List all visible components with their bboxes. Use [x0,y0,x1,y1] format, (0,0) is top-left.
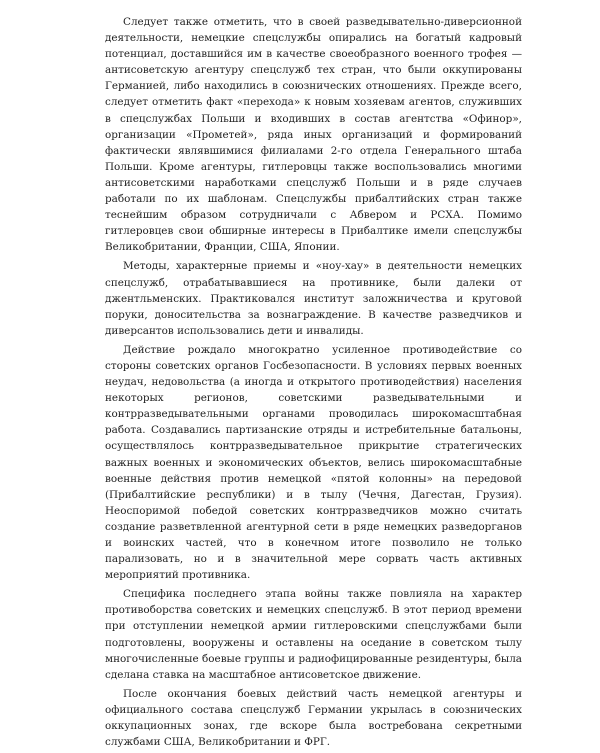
paragraph-5: После окончания боевых действий часть немецкой агентуры и официального состава спецслужб Германии укрылась в союзнических оккупационных зонах, где вскоре была востребована секретными службами США, Великобритании и ФРГ. [105,687,522,749]
paragraph-4: Специфика последнего этапа войны также повлияла на характер противоборства советских и немецких спецслужб. В этот период времени при отступлении немецкой армии гитлеровскими спецслужбами были подготовлены, вооружены и оставлены на оседание в советском тылу многочисленные боевые группы и радиофицированные резидентуры, была сделана ставка на масштабное антисоветское движение. [105,588,522,681]
body-text [105,14,522,753]
paragraph-1: Следует также отметить, что в своей разведывательно-диверсионной деятельности, немецкие спецслужбы опирались на богатый кадровый потенциал, доставшийся им в качестве своеобразного военного трофея — антисоветскую агентуру спецслужб тех стран, что были оккупированы Германией, либо находились в союзнических отношениях. Прежде всего, следует отметить факт «перехода» к новым хозяевам агентов, служивших в спецслужбах Польши и входивших в состав агентства «Офинор», организации «Прометей», ряда иных организаций и формирований фактически являвшимися филиалами 2-го отдела Генерального штаба Польши. Кроме агентуры, гитлеровцы также воспользовались многими антисоветскими наработками спецслужб Польши и в ряде случаев работали по их шаблонам. Спецслужбы прибалтийских стран также теснейшим образом сотрудничали с Абвером и РСХА. Помимо гитлеровцев свои обширные интересы в Прибалтике имели спецслужбы Великобритании, Франции, США, Японии. [105,16,522,254]
paragraph-3: Действие рождало многократно усиленное противодействие со стороны советских органов Госбезопасности. В условиях первых военных неудач, недовольства (а иногда и открытого противодействия) населения некоторых регионов, советскими разведывательными и контрразведывательными органами проводилась широкомасштабная работа. Создавались партизанские отряды и истребительные батальоны, осуществлялось контрразведывательное прикрытие стратегических важных военных и экономических объектов, велись широкомасштабные военные действия против немецкой «пятой колонны» на передовой (Прибалтийские республики) и в тылу (Чечня, Дагестан, Грузия). Неоспоримой победой советских контрразведчиков можно считать создание разветвленной агентурной сети в ряде немецких разведорганов и воинских частей, что в конечном итоге позволило не только парализовать, но и в значительной мере сорвать часть активных мероприятий противника. [105,343,522,582]
paragraph-2: Методы, характерные приемы и «ноу-хау» в деятельности немецких спецслужб, отрабатывавшиеся на противнике, были далеки от джентльменских. Практиковался институт заложничества и круговой поруки, доносительства за вознаграждение. В качестве разведчиков и диверсантов использовались дети и инвалиды. [105,260,522,337]
